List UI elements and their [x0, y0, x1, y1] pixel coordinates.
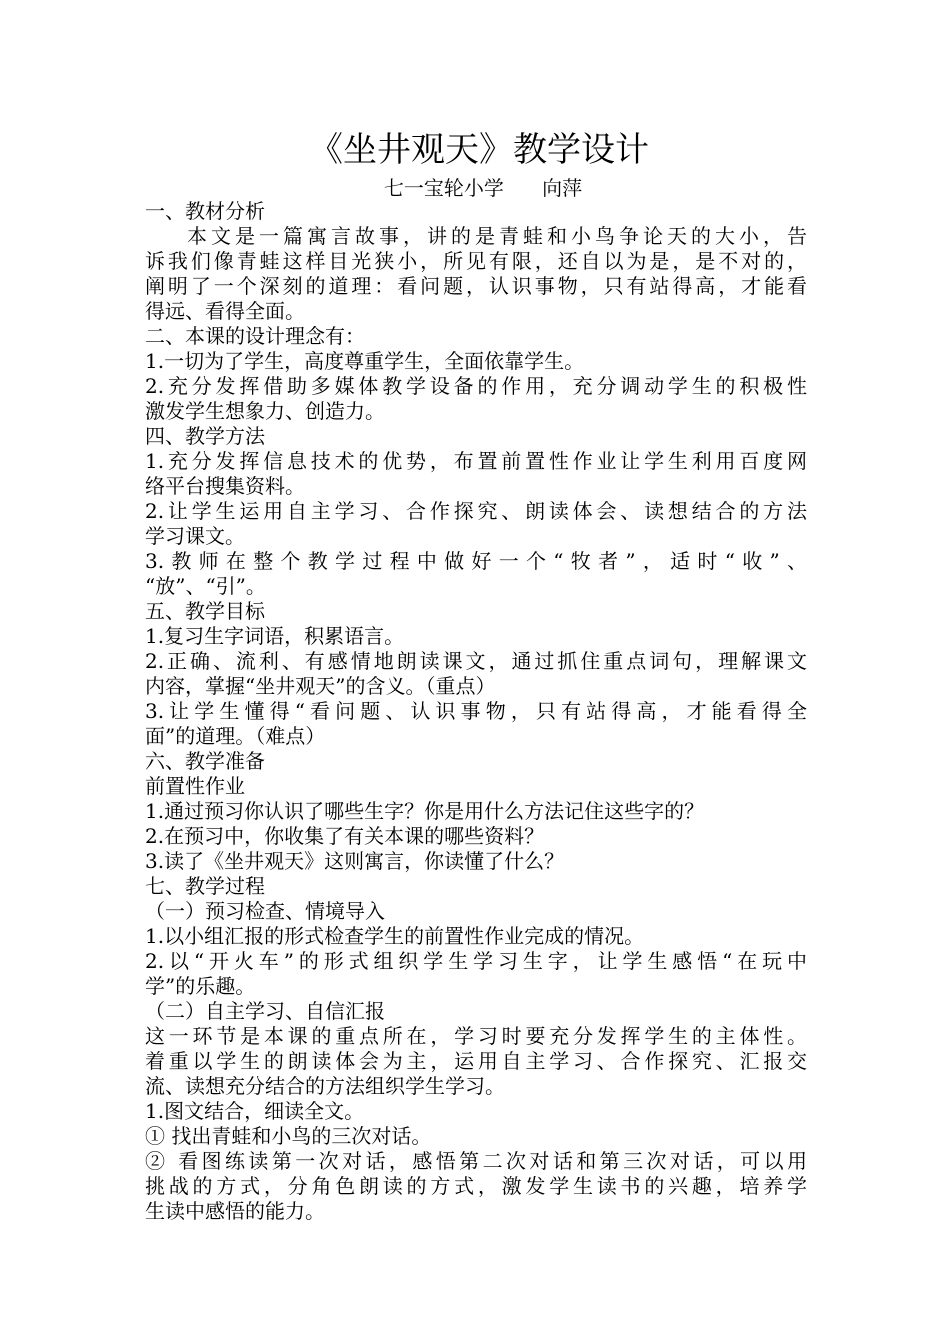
list-item: 3.教师在整个教学过程中做好一个“牧者”，适时“收”、: [145, 549, 807, 573]
paragraph-line: 流、读想充分结合的方法组织学生学习。: [145, 1074, 505, 1098]
list-item-continuation: 络平台搜集资料。: [145, 474, 305, 498]
list-item: 2.正确、流利、有感情地朗读课文，通过抓住重点词句，理解课文: [145, 649, 807, 673]
subsection-heading: （一）预习检查、情境导入: [145, 899, 385, 923]
section-heading: 一、教材分析: [145, 199, 265, 223]
list-item-continuation: 学”的乐趣。: [145, 974, 256, 998]
list-item: 1.一切为了学生，高度尊重学生，全面依靠学生。: [145, 349, 585, 373]
list-item-continuation: 面”的道理。（难点）: [145, 724, 326, 748]
list-item: 1.以小组汇报的形式检查学生的前置性作业完成的情况。: [145, 924, 645, 948]
paragraph-line: 诉我们像青蛙这样目光狭小，所见有限，还自以为是，是不对的，: [145, 249, 807, 273]
list-item-continuation: 挑战的方式，分角色朗读的方式，激发学生读书的兴趣，培养学: [145, 1174, 807, 1198]
list-item: 1.通过预习你认识了哪些生字？你是用什么方法记住这些字的？: [145, 799, 705, 823]
list-item-continuation: 生读中感悟的能力。: [145, 1199, 325, 1223]
list-item: ① 找出青蛙和小鸟的三次对话。: [145, 1124, 432, 1148]
document-body: [145, 199, 807, 1224]
paragraph-line: 本文是一篇寓言故事，讲的是青蛙和小鸟争论天的大小，告: [187, 224, 807, 248]
subheading: 前置性作业: [145, 774, 245, 798]
list-item-continuation: 激发学生想象力、创造力。: [145, 399, 385, 423]
document-author: 七一宝轮小学 向萍: [383, 176, 583, 200]
section-heading: 四、教学方法: [145, 424, 265, 448]
paragraph-line: 这一环节是本课的重点所在，学习时要充分发挥学生的主体性。: [145, 1024, 807, 1048]
list-item-continuation: 内容，掌握“坐井观天”的含义。（重点）: [145, 674, 496, 698]
section-heading: 六、教学准备: [145, 749, 265, 773]
list-item: 1.图文结合，细读全文。: [145, 1099, 365, 1123]
list-item: 2.以“开火车”的形式组织学生学习生字，让学生感悟“在玩中: [145, 949, 807, 973]
section-heading: 五、教学目标: [145, 599, 265, 623]
list-item: ② 看图练读第一次对话，感悟第二次对话和第三次对话，可以用: [145, 1149, 807, 1173]
document-title: 《坐井观天》教学设计: [309, 130, 649, 170]
list-item: 3.让学生懂得“看问题、认识事物，只有站得高，才能看得全: [145, 699, 807, 723]
list-item: 3.读了《坐井观天》这则寓言，你读懂了什么？: [145, 849, 565, 873]
list-item-continuation: 学习课文。: [145, 524, 245, 548]
list-item: 1.复习生字词语，积累语言。: [145, 624, 405, 648]
list-item: 1.充分发挥信息技术的优势，布置前置性作业让学生利用百度网: [145, 449, 807, 473]
list-item: 2.充分发挥借助多媒体教学设备的作用，充分调动学生的积极性: [145, 374, 807, 398]
paragraph-line: 阐明了一个深刻的道理：看问题，认识事物，只有站得高，才能看: [145, 274, 807, 298]
section-heading: 二、本课的设计理念有：: [145, 324, 365, 348]
list-item-continuation: “放”、“引”。: [145, 574, 266, 598]
list-item: 2.在预习中，你收集了有关本课的哪些资料？: [145, 824, 545, 848]
list-item: 2.让学生运用自主学习、合作探究、朗读体会、读想结合的方法: [145, 499, 807, 523]
subsection-heading: （二）自主学习、自信汇报: [145, 999, 385, 1023]
paragraph-line: 得远、看得全面。: [145, 299, 305, 323]
paragraph-line: 着重以学生的朗读体会为主，运用自主学习、合作探究、汇报交: [145, 1049, 807, 1073]
section-heading: 七、教学过程: [145, 874, 265, 898]
